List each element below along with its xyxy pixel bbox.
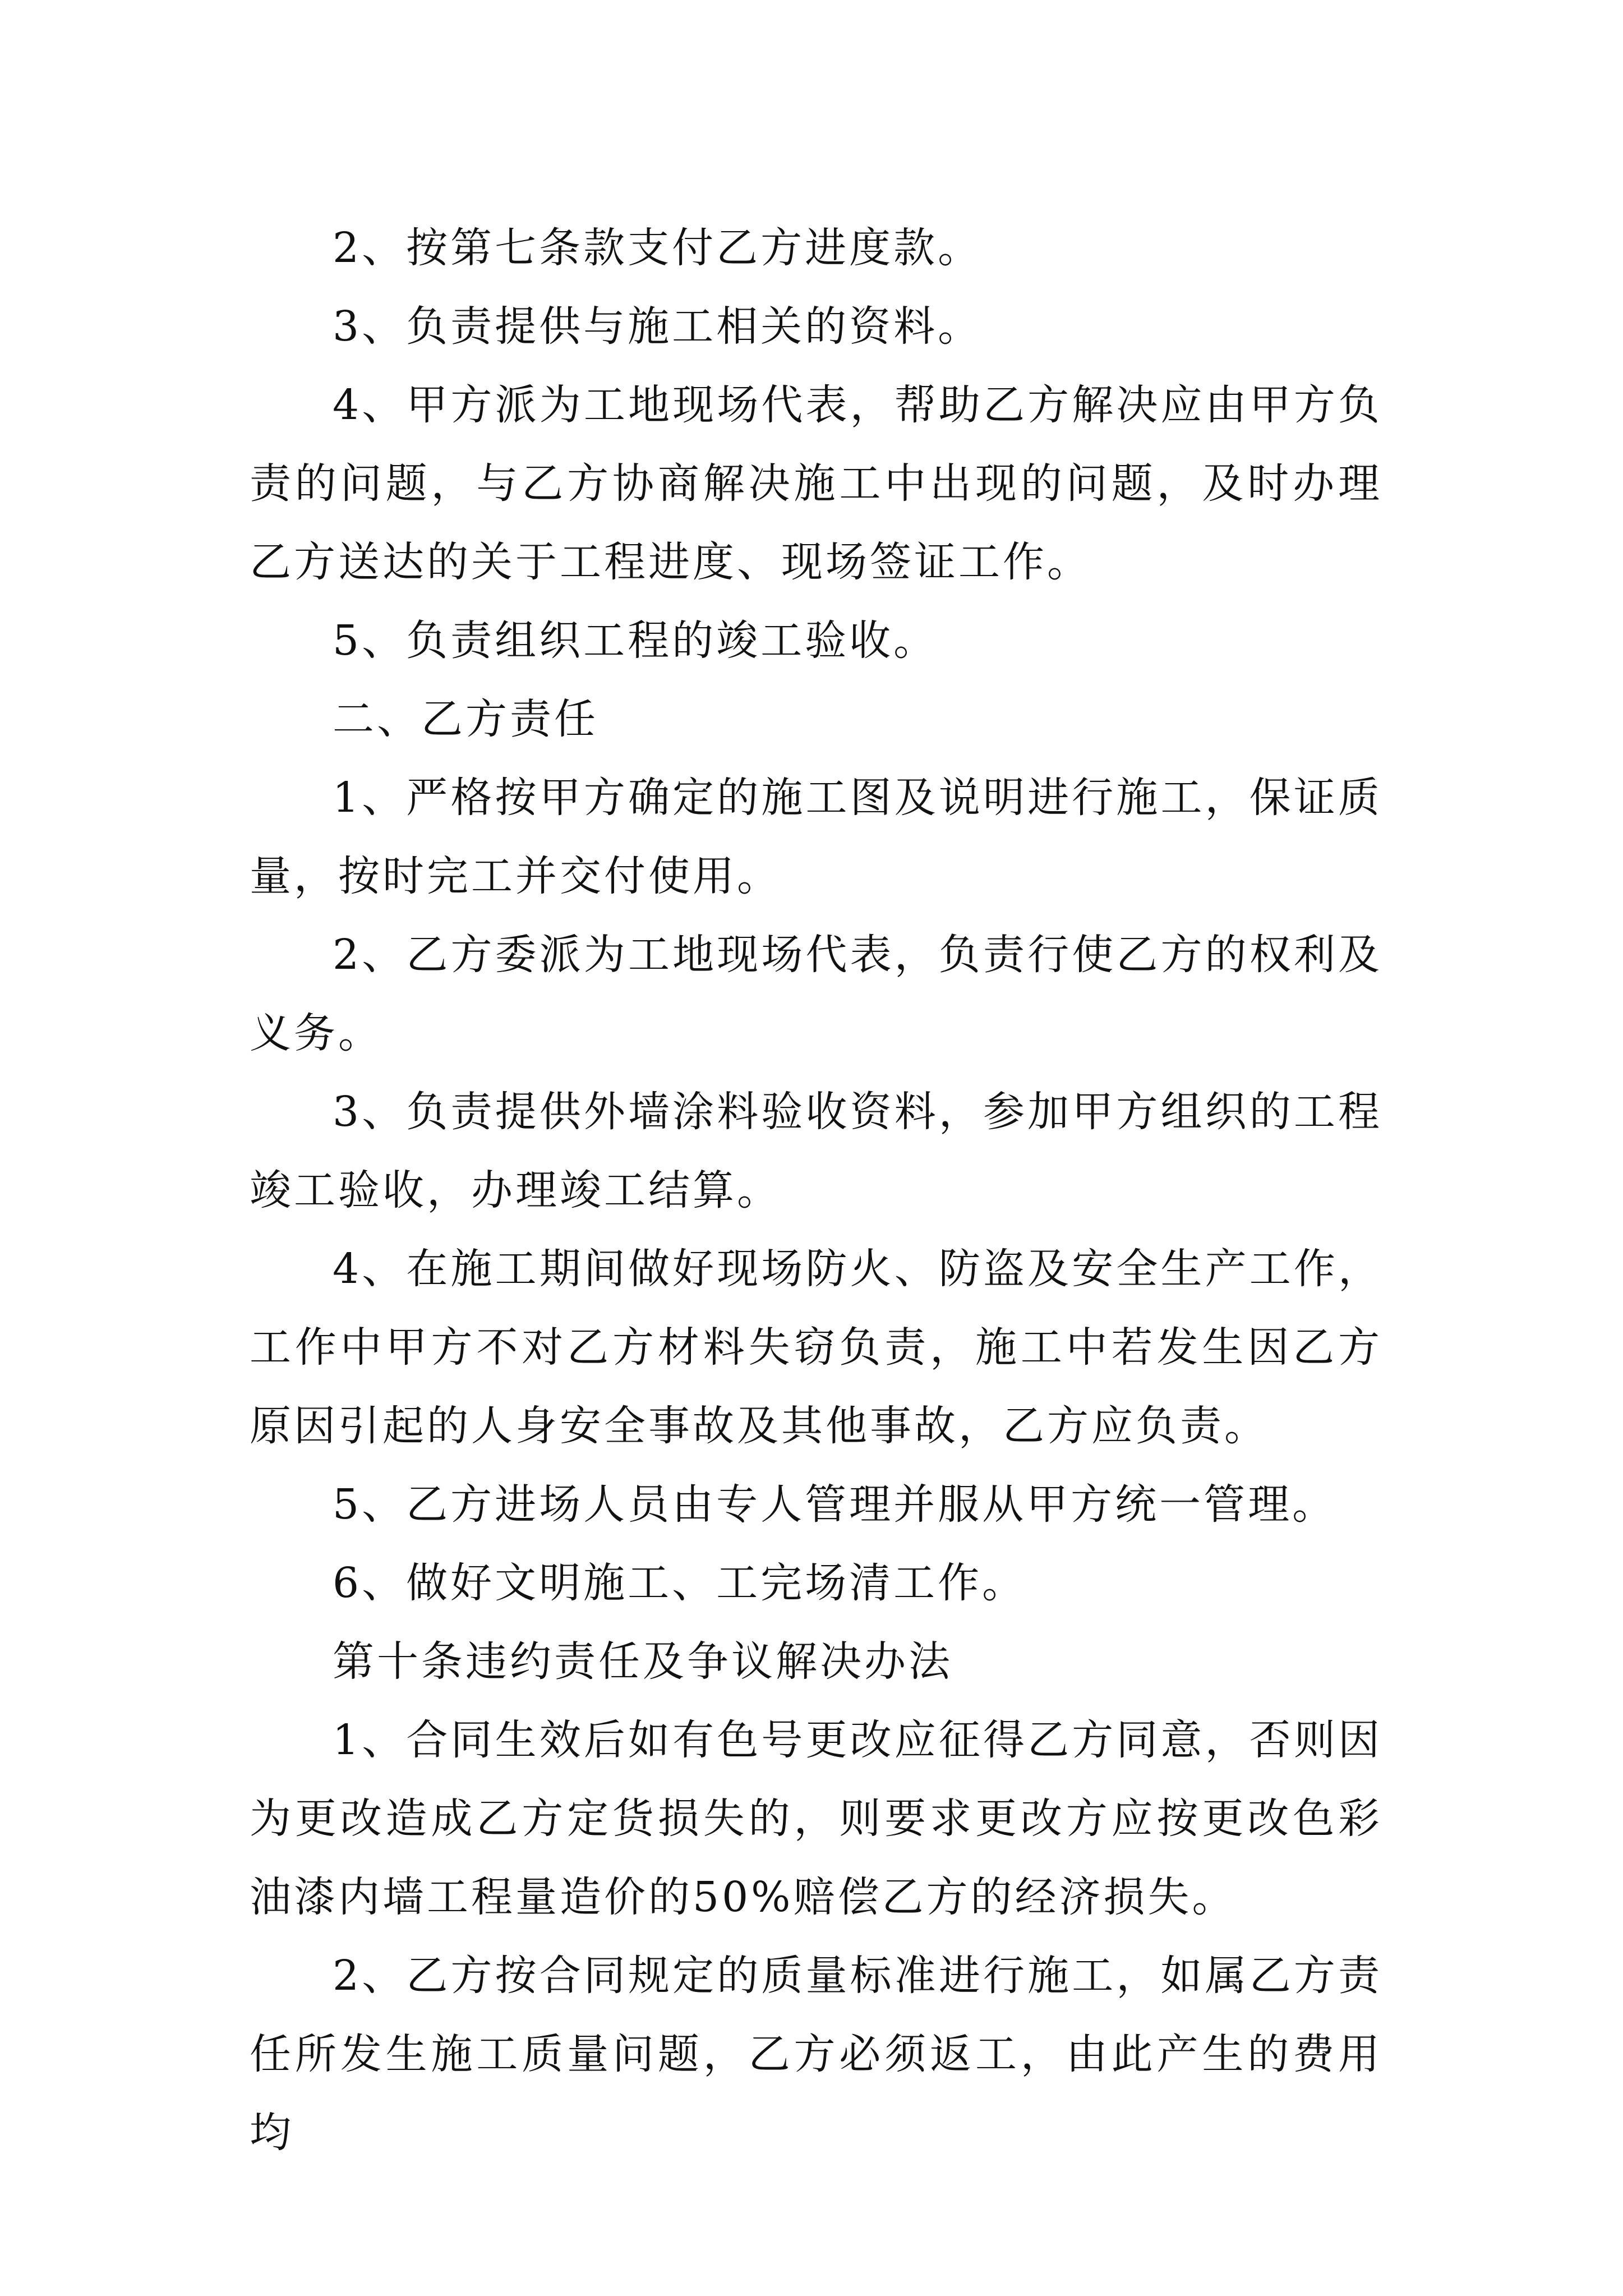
paragraph: 2、按第七条款支付乙方进度款。: [333, 224, 983, 272]
paragraph: 1、合同生效后如有色号更改应征得乙方同意，否则因为更改造成乙方定货损失的，则要求更改方应按更改色彩油漆内墙工程量造价的50%赔偿乙方的经济损失。: [250, 1716, 1382, 1921]
paragraph: 3、负责提供外墙涂料验收资料，参加甲方组织的工程竣工验收，办理竣工结算。: [250, 1088, 1382, 1214]
paragraph: 5、负责组织工程的竣工验收。: [333, 616, 938, 665]
section-heading: 二、乙方责任: [333, 695, 598, 743]
paragraph: 2、乙方委派为工地现场代表，负责行使乙方的权利及义务。: [250, 931, 1382, 1057]
paragraph: 5、乙方进场人员由专人管理并服从甲方统一管理。: [333, 1480, 1337, 1529]
paragraph: 4、甲方派为工地现场代表，帮助乙方解决应由甲方负责的问题，与乙方协商解决施工中出现的问题，及时办理乙方送达的关于工程进度、现场签证工作。: [250, 381, 1382, 586]
paragraph: 4、在施工期间做好现场防火、防盗及安全生产工作，工作中甲方不对乙方材料失窃负责，施工中若发生因乙方原因引起的人身安全事故及其他事故，乙方应负责。: [250, 1245, 1382, 1450]
paragraph: 2、乙方按合同规定的质量标准进行施工，如属乙方责任所发生施工质量问题，乙方必须返工，由此产生的费用均: [250, 1952, 1382, 2157]
paragraph: 6、做好文明施工、工完场清工作。: [333, 1559, 1027, 1607]
section-heading: 第十条违约责任及争议解决办法: [333, 1637, 953, 1686]
paragraph: 1、严格按甲方确定的施工图及说明进行施工，保证质量，按时完工并交付使用。: [250, 774, 1382, 900]
document-body: [250, 209, 1382, 2172]
paragraph: 3、负责提供与施工相关的资料。: [333, 302, 983, 351]
